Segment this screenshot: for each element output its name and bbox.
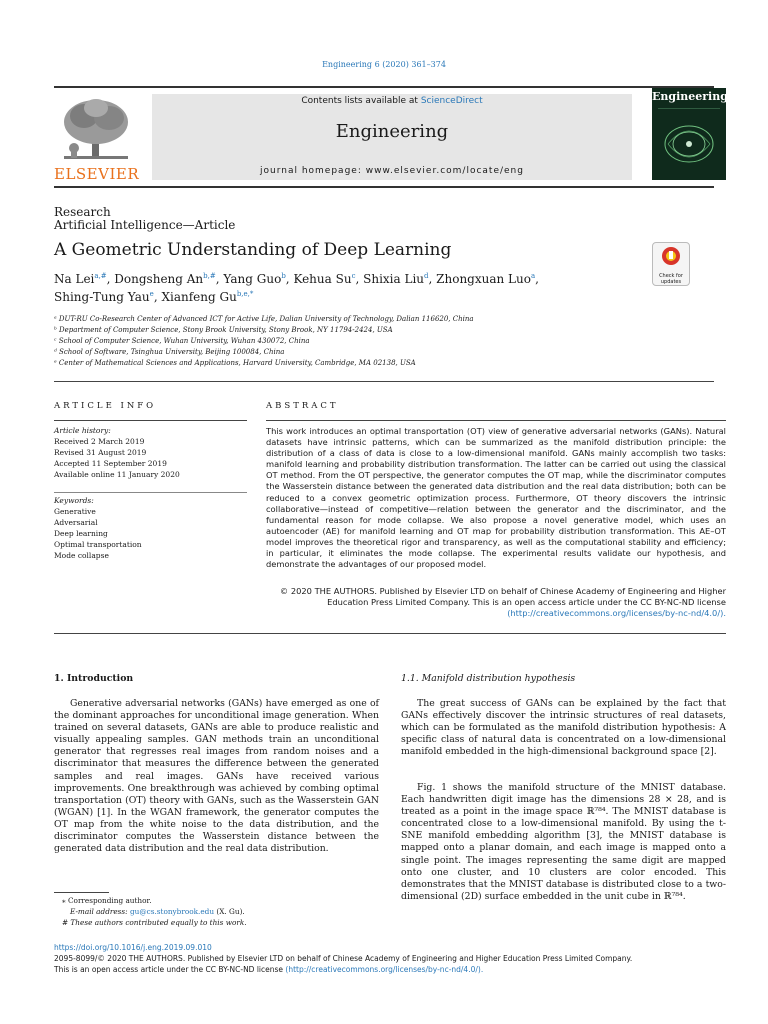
footnote-corresponding: ⁎ Corresponding author. <box>62 896 152 905</box>
article-info-rule <box>54 420 247 421</box>
keyword: Mode collapse <box>54 551 109 560</box>
manifold-paragraph-2: Fig. 1 shows the manifold structure of the MNIST database. Each handwritten digit image has the dimensions 28 × 28, and is treated as a point in the image space ℝ⁷⁸⁴. The MNIST database is concentrated close to a low-dimensional manifold. By using the t-SNE manifold embedding algorithm [3], the MNIST database is mapped onto a planar domain, and each image is mapped onto a single point. The images representing the same digit are mapped onto one cluster, and 10 clusters are color encoded. This demonstrates that the MNIST database is distributed close to a two-dimensional (2D) surface embedded in the unit cube in ℝ⁷⁸⁴. <box>401 782 726 902</box>
author[interactable]: Yang Guo <box>223 272 282 286</box>
license-prefix: This is an open access article under the CC BY-NC-ND license <box>54 965 286 974</box>
issn-line: 2095-8099/© 2020 THE AUTHORS. Published by Elsevier LTD on behalf of Chinese Academy of Engineering and Higher Education Press Limited Company. <box>54 954 633 963</box>
author-list-line2: Shing-Tung Yau$^e$, Xianfeng $Gu^{b,e,*}$ <box>54 290 254 304</box>
manifold-paragraph-1: The great success of GANs can be explained by the fact that GANs effectively discover the intrinsic structures of real datasets, which can be formulated as the manifold distribution hypothesis: A specific class of natural data is concentrated on a low-dimensional manifold embedded in the high-dimensional background space [2]. <box>401 698 726 758</box>
footnote-rule <box>54 892 109 893</box>
contents-prefix: Contents lists available at <box>301 96 421 106</box>
author-affil-mark[interactable]: b,e,* <box>236 290 254 298</box>
journal-title: Engineering <box>335 121 449 142</box>
author[interactable]: Zhongxuan Luo <box>436 272 531 286</box>
license-link[interactable]: (http://creativecommons.org/licenses/by-nc-nd/4.0/). <box>507 608 726 619</box>
copyright-text: © 2020 THE AUTHORS. Published by Elsevier LTD on behalf of Chinese Academy of Engineering and Higher Education Press Limited Company. This is an open access article under the CC BY-NC-ND license <box>279 586 726 608</box>
history-item: Received 2 March 2019 <box>54 437 145 446</box>
keyword: Optimal transportation <box>54 540 142 549</box>
affiliation: ᵃ DUT-RU Co-Research Center of Advanced ICT for Active Life, Dalian University of Technology, Dalian 116620, China <box>54 315 474 323</box>
check-for-updates-badge[interactable] <box>652 242 690 286</box>
article-subsection: Artificial Intelligence—Article <box>54 218 236 232</box>
license-line <box>54 965 483 974</box>
check-updates-label: Check for updates <box>659 273 683 285</box>
author-affil-mark[interactable]: e <box>149 290 154 298</box>
author[interactable]: Shixia Liu <box>363 272 425 286</box>
keyword: Deep learning <box>54 529 108 538</box>
article-info-heading: ARTICLE INFO <box>54 401 157 411</box>
doi-link[interactable]: https://doi.org/10.1016/j.eng.2019.09.010 <box>54 943 212 952</box>
author[interactable]: Dongsheng An <box>114 272 204 286</box>
elsevier-wordmark[interactable]: ELSEVIER <box>54 165 140 183</box>
journal-reference-link[interactable]: Engineering 6 (2020) 361–374 <box>322 60 446 69</box>
article-section: Research <box>54 205 111 219</box>
author[interactable]: Na Lei <box>54 272 95 286</box>
footnote-email <box>70 907 245 916</box>
article-title: A Geometric Understanding of Deep Learning <box>54 240 452 260</box>
history-item: Revised 31 August 2019 <box>54 448 147 457</box>
author-affil-mark[interactable]: a <box>530 272 536 280</box>
author-affil-mark[interactable]: a,# <box>94 272 107 280</box>
keyword: Generative <box>54 507 96 516</box>
abstract-rule <box>266 420 726 421</box>
footer-license-link[interactable]: (http://creativecommons.org/licenses/by-nc-nd/4.0/). <box>285 965 484 974</box>
footnote-equal-contribution: # These authors contributed equally to this work. <box>62 918 247 927</box>
author-affil-mark[interactable]: d <box>424 272 429 280</box>
affiliation-rule <box>54 381 714 382</box>
introduction-paragraph: Generative adversarial networks (GANs) have emerged as one of the dominant approaches for unconditional image generation. When trained on several datasets, GANs are able to produce realistic and visually appealing samples. GAN methods train an unconditional generator that regresses real images from random noises and a discriminator that measures the difference between the generated samples and real images. GANs have received various improvements. One breakthrough was achieved by combing optimal transportation (OT) theory with GANs, such as the Wasserstein GAN (WGAN) [1]. In the WGAN framework, the generator computes the OT map from the white noise to the data distribution, and the discriminator computes the Wasserstein distance between the generated data distribution and the real data distribution. <box>54 698 379 855</box>
check-updates-icon <box>653 243 689 269</box>
keywords-label: Keywords: <box>54 496 94 505</box>
affiliation: ᵈ School of Software, Tsinghua University, Beijing 100084, China <box>54 348 285 356</box>
email-label: E-mail address: <box>70 907 130 916</box>
journal-homepage[interactable]: journal homepage: www.elsevier.com/locate/eng <box>260 166 524 176</box>
section-heading-introduction: 1. Introduction <box>54 673 134 684</box>
email-link[interactable]: gu@cs.stonybrook.edu <box>129 907 215 916</box>
keyword: Adversarial <box>54 518 98 527</box>
history-item: Accepted 11 September 2019 <box>54 459 167 468</box>
author[interactable]: Xianfeng Gu <box>161 290 237 304</box>
email-suffix: (X. Gu). <box>214 907 245 916</box>
history-item: Available online 11 January 2020 <box>54 470 180 479</box>
abstract-copyright <box>266 586 726 619</box>
contents-line <box>152 96 632 106</box>
cover-title: Engineering <box>652 90 728 103</box>
sciencedirect-link[interactable]: ScienceDirect <box>420 96 483 106</box>
affiliation: ᵇ Department of Computer Science, Stony Brook University, Stony Brook, NY 11794-2424, USA <box>54 326 393 334</box>
abstract-heading: ABSTRACT <box>266 401 339 411</box>
affiliation: ᵉ Center of Mathematical Sciences and Applications, Harvard University, Cambridge, MA 02138, USA <box>54 359 416 367</box>
abstract-bottom-rule <box>54 633 726 634</box>
abstract-body: This work introduces an optimal transportation (OT) view of generative adversarial networks (GANs). Natural datasets have intrinsic patterns, which can be summarized as the manifold distribution principle: the distribution of a class of data is close to a low-dimensional manifold. GANs mainly accomplish two tasks: manifold learning and probability distribution transformation. The latter can be carried out using the classical OT method. From the OT perspective, the generator computes the OT map, while the discriminator computes the Wasserstein distance between the generated data distribution and the real data distribution; both can be reduced to a convex geometric optimization process. Furthermore, OT theory discovers the intrinsic collaborative—instead of competitive—relation between the generator and the discriminator, and the fundamental reason for mode collapse. We also propose a novel generative model, which uses an autoencoder (AE) for manifold learning and OT map for probability distribution transformation. This AE–OT model improves the theoretical rigor and transparency, as well as the computational stability and efficiency; in particular, it eliminates the mode collapse. The experimental results validate our hypothesis, and demonstrate the advantages of our proposed model. <box>266 426 726 570</box>
history-label: Article history: <box>54 426 111 435</box>
author-affil-mark[interactable]: c <box>351 272 356 280</box>
header-bottom-rule <box>54 186 714 188</box>
author[interactable]: Shing-Tung Yau <box>54 290 150 304</box>
subsection-heading: 1.1. Manifold distribution hypothesis <box>401 673 576 684</box>
author-list-line1: Na Lei$^{a,\#}$, Dongsheng $An^{b,\#}$, Yang Guo$^b$, Kehua Su$^c$, Shixia Liu$^d$, Zhongxuan Luo$^a$, <box>54 272 539 286</box>
header-top-rule <box>54 86 714 88</box>
affiliation: ᶜ School of Computer Science, Wuhan University, Wuhan 430072, China <box>54 337 310 345</box>
author-affil-mark[interactable]: b <box>281 272 286 280</box>
keywords-rule <box>54 492 247 493</box>
author-affil-mark[interactable]: b,# <box>203 272 216 280</box>
author[interactable]: Kehua Su <box>293 272 352 286</box>
